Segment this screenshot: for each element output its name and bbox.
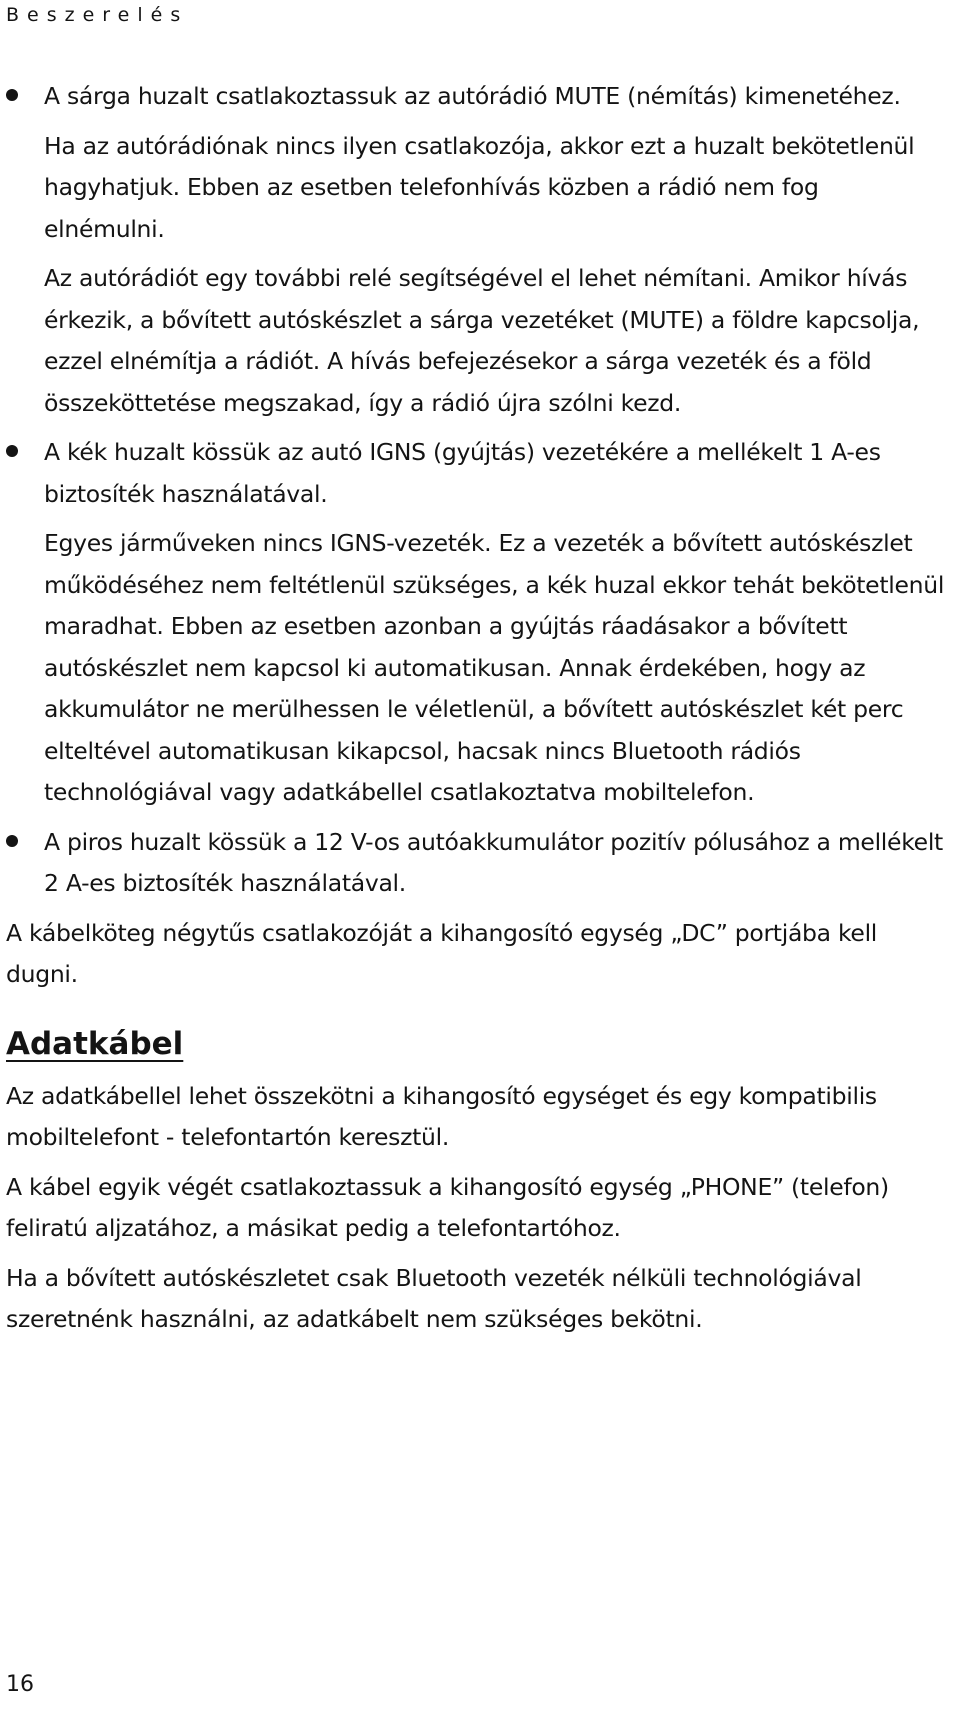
- bullet-icon: [6, 445, 18, 457]
- running-header: Beszerelés: [6, 4, 189, 26]
- paragraph: Az adatkábellel lehet összekötni a kihangosító egységet és egy kompatibilis mobiltelefont - telefontartón keresztül.: [6, 1081, 877, 1151]
- paragraph: Ha a bővített autóskészletet csak Bluetooth vezeték nélküli technológiával szeretnénk használni, az adatkábelt nem szükséges bekötni.: [6, 1263, 862, 1333]
- bullet-item-yellow-wire: [6, 76, 946, 424]
- paragraph: A sárga huzalt csatlakoztassuk az autórádió MUTE (némítás) kimenetéhez.: [44, 82, 901, 110]
- paragraph: A kábel egyik végét csatlakoztassuk a kihangosító egység „PHONE” (telefon) feliratú aljzatához, a másikat pedig a telefontartóhoz.: [6, 1172, 889, 1242]
- page-content: [6, 76, 946, 1349]
- section-heading: Adatkábel: [6, 1025, 184, 1062]
- paragraph-dc-port: A kábelköteg négytűs csatlakozóját a kihangosító egység „DC” portjába kell dugni.: [6, 918, 878, 988]
- paragraph: Az autórádiót egy további relé segítségével el lehet némítani. Amikor hívás érkezik, a bővített autóskészlet a sárga vezetéket (MUTE) a földre kapcsolja, ezzel elnémítja a rádiót. A hívás befejezésekor a sárga vezeték és a föld összeköttetése megszakad, így a rádió újra szólni kezd.: [44, 264, 920, 417]
- page-number: 16: [6, 1672, 34, 1697]
- paragraph: A kék huzalt kössük az autó IGNS (gyújtás) vezetékére a mellékelt 1 A-es biztosíték használatával.: [44, 438, 881, 508]
- bullet-item-red-wire: [6, 822, 946, 905]
- bullet-icon: [6, 835, 18, 847]
- paragraph: Ha az autórádiónak nincs ilyen csatlakozója, akkor ezt a huzalt bekötetlenül hagyhatjuk. Ebben az esetben telefonhívás közben a rádió nem fog elnémulni.: [44, 131, 915, 243]
- paragraph: Egyes járműveken nincs IGNS-vezeték. Ez a vezeték a bővített autóskészlet működéséhez nem feltétlenül szükséges, a kék huzal ekkor tehát bekötetlenül maradhat. Ebben az esetben azonban a gyújtás ráadásakor a bővített autóskészlet nem kapcsol ki automatikusan. Annak érdekében, hogy az akkumulátor ne merülhessen le véletlenül, a bővített autóskészlet két perc elteltével automatikusan kikapcsol, hacsak nincs Bluetooth rádiós technológiával vagy adatkábellel csatlakoztatva mobiltelefon.: [44, 529, 945, 806]
- paragraph: A piros huzalt kössük a 12 V-os autóakkumulátor pozitív pólusához a mellékelt 2 A-es biztosíték használatával.: [44, 827, 943, 897]
- bullet-item-blue-wire: [6, 432, 946, 814]
- bullet-icon: [6, 89, 18, 101]
